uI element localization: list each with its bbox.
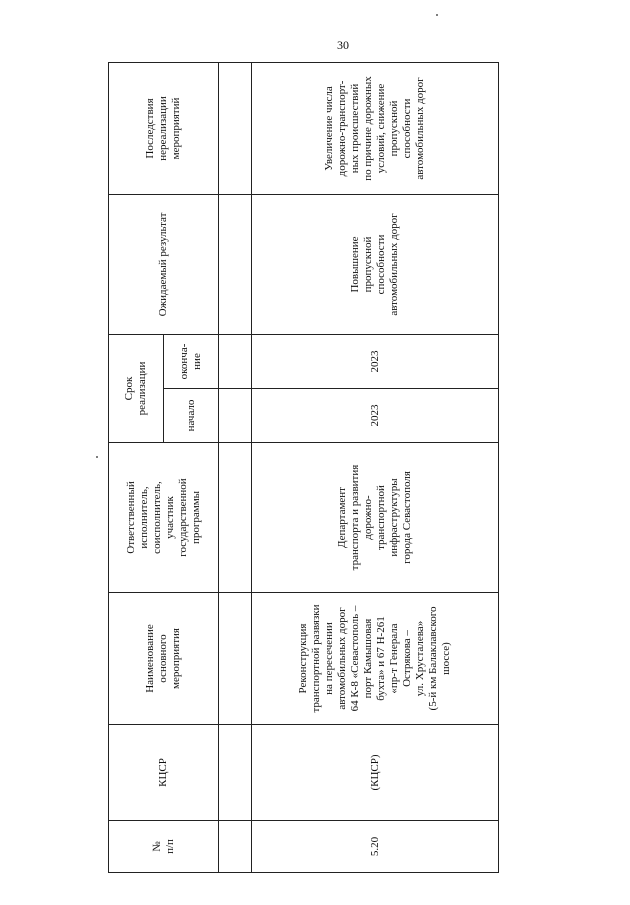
row-start: 2023 [252, 389, 499, 443]
row-name: Реконструкция транспортной развязки на пересечении автомобильных дорог 64 К-8 «Севастополь – порт Камышовая бухта» и 67 Н-261 «пр-т Генерала Острякова – ул. Хрусталева» (5-й км Балаклавского шоссе) [252, 593, 499, 725]
spacer-cell [219, 389, 252, 443]
spacer-cell [219, 725, 252, 821]
header-kcsr: КЦСР [109, 725, 219, 821]
header-name: Наименование основного мероприятия [109, 593, 219, 725]
spacer-cell [219, 593, 252, 725]
spacer-cell [219, 334, 252, 388]
row-result: Повышение пропускной способности автомобильных дорог [252, 194, 499, 334]
header-responsible: Ответственный исполнитель, соисполнитель, участник государственной программы [109, 443, 219, 593]
program-table [108, 62, 499, 873]
spacer-cell [219, 194, 252, 334]
page-number: 30 [337, 38, 349, 52]
spacer-cell [219, 443, 252, 593]
scan-speck [436, 14, 438, 16]
row-responsible: Департамент транспорта и развития дорожно- транспортной инфраструктуры города Севастополя [252, 443, 499, 593]
program-table-rotated [108, 63, 498, 873]
row-num: 5.20 [252, 821, 499, 873]
row-kcsr: (КЦСР) [252, 725, 499, 821]
row-consequences: Увеличение числа дорожно-транспорт- ных происшествий по причине дорожных условий, снижение пропускной способности автомобильных дорог [252, 62, 499, 194]
spacer-cell [219, 821, 252, 873]
spacer-row [219, 62, 252, 872]
header-consequences: Последствия нереализации мероприятий [109, 62, 219, 194]
header-num: № п/п [109, 821, 219, 873]
header-row-top [109, 62, 164, 872]
header-end: оконча- ние [164, 334, 219, 388]
table-row [252, 62, 499, 872]
header-result: Ожидаемый результат [109, 194, 219, 334]
scan-speck [96, 456, 98, 458]
header-start: начало [164, 389, 219, 443]
program-table-frame [108, 63, 498, 873]
row-end: 2023 [252, 334, 499, 388]
spacer-cell [219, 62, 252, 194]
header-period: Срок реализации [109, 334, 164, 442]
